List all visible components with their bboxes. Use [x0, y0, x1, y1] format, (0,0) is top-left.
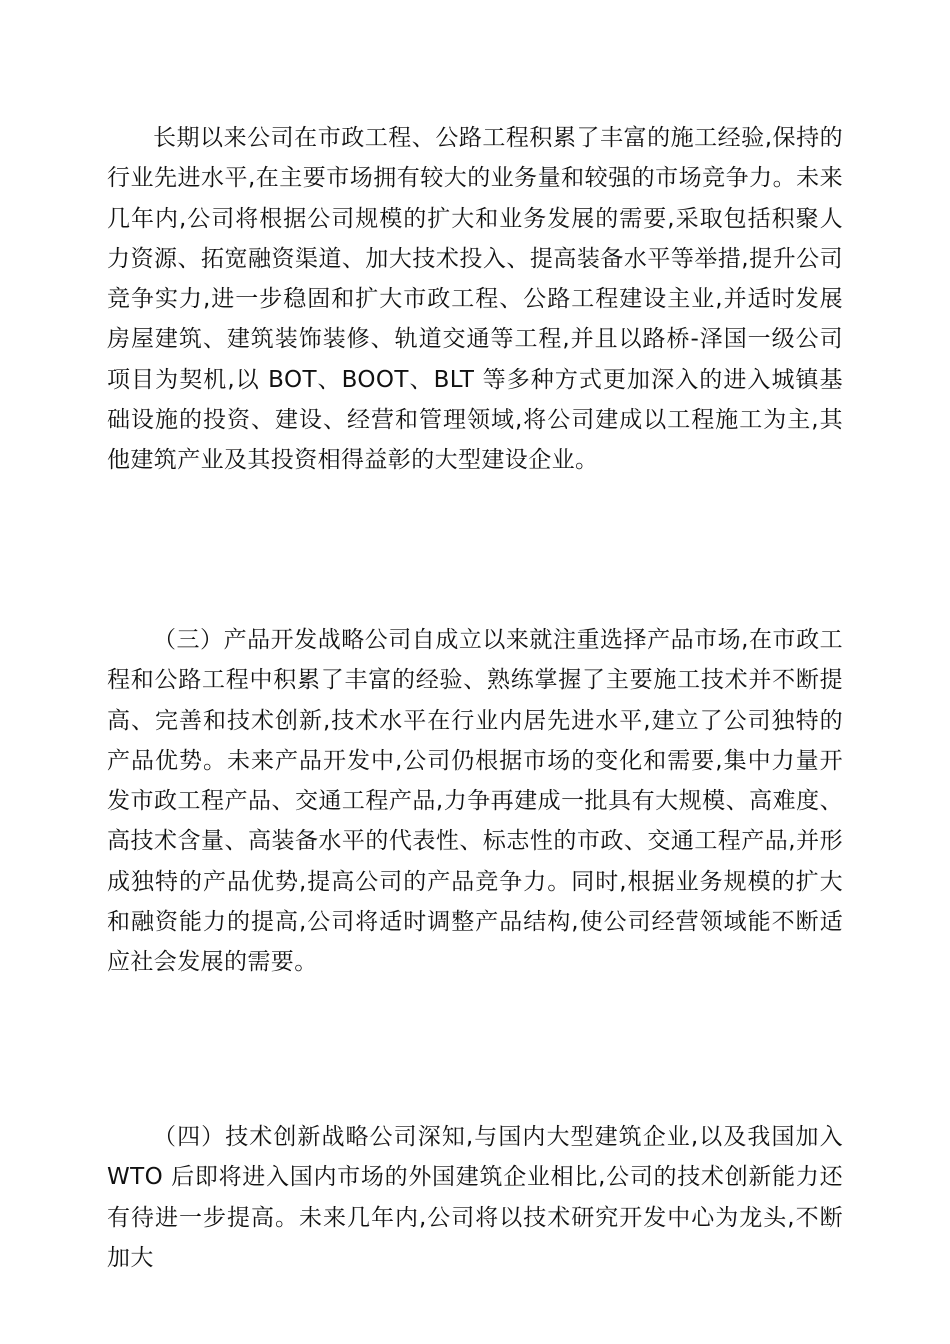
- paragraph-product-development: （三）产品开发战略公司自成立以来就注重选择产品市场,在市政工程和公路工程中积累了丰富的经验、熟练掌握了主要施工技术并不断提高、完善和技术创新,技术水平在行业内居先进水平,建立了公司独特的产品优势。未来产品开发中,公司仍根据市场的变化和需要,集中力量开发市政工程产品、交通工程产品,力争再建成一批具有大规模、高难度、高技术含量、高装备水平的代表性、标志性的市政、交通工程产品,并形成独特的产品优势,提高公司的产品竞争力。同时,根据业务规模的扩大和融资能力的提高,公司将适时调整产品结构,使公司经营领域能不断适应社会发展的需要。: [107, 627, 844, 976]
- paragraph-technical-innovation: （四）技术创新战略公司深知,与国内大型建筑企业,以及我国加入 WTO 后即将进入国内市场的外国建筑企业相比,公司的技术创新能力还有待进一步提高。未来几年内,公司将以技术研究开发中心为龙头,不断加大: [107, 1124, 843, 1271]
- paragraph-business-strategy: 长期以来公司在市政工程、公路工程积累了丰富的施工经验,保持的行业先进水平,在主要市场拥有较大的业务量和较强的市场竞争力。未来几年内,公司将根据公司规模的扩大和业务发展的需要,采取包括积聚人力资源、拓宽融资渠道、加大技术投入、提高装备水平等举措,提升公司竞争实力,进一步稳固和扩大市政工程、公路工程建设主业,并适时发展房屋建筑、建筑装饰装修、轨道交通等工程,并且以路桥-泽国一级公司项目为契机,以 BOT、BOOT、BLT 等多种方式更加深入的进入城镇基础设施的投资、建设、经营和管理领域,将公司建成以工程施工为主,其他建筑产业及其投资相得益彰的大型建设企业。: [107, 125, 844, 474]
